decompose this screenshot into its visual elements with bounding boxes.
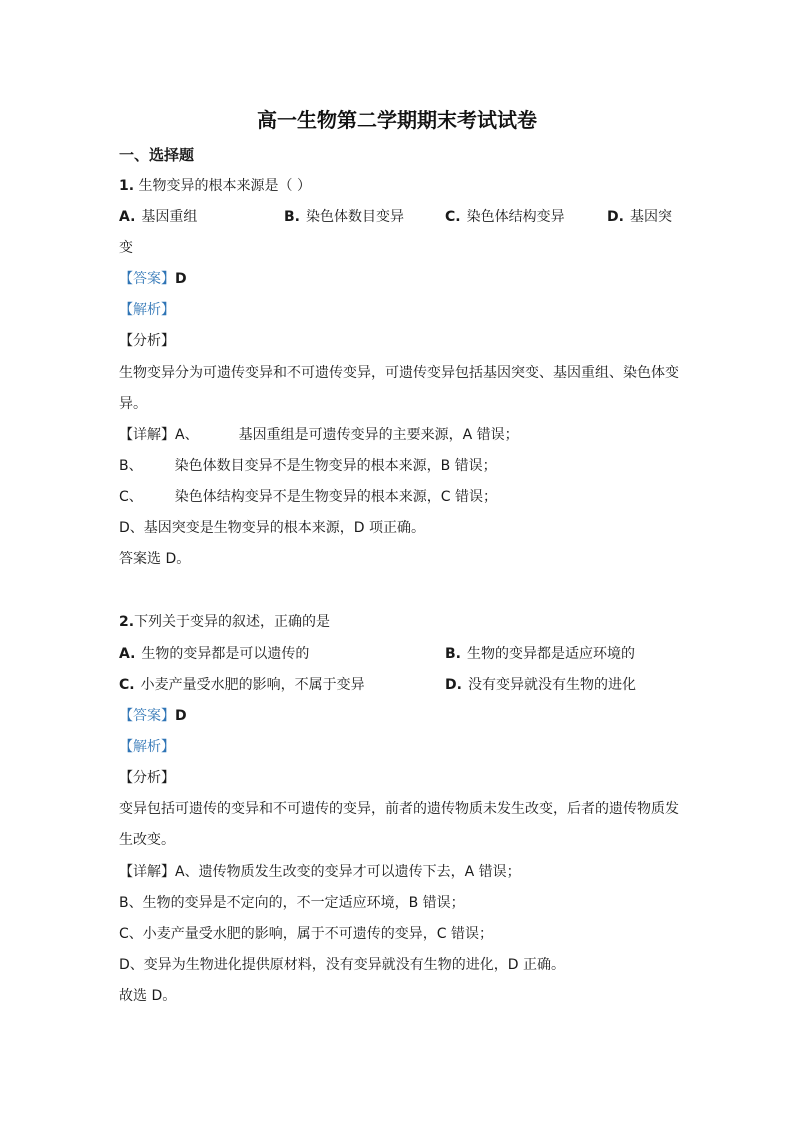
q1-detail-c xyxy=(119,487,497,507)
q2-option-c xyxy=(119,675,365,695)
q1-option-c xyxy=(445,207,565,227)
q1-answer-value: D xyxy=(175,271,187,287)
q2-conclusion: 故选 D。 xyxy=(119,988,177,1004)
q2-option-d-letter: D. xyxy=(445,677,462,693)
q1-conclusion: 答案选 D。 xyxy=(119,551,191,567)
q2-answer xyxy=(119,706,187,726)
q2-stem xyxy=(119,612,330,632)
q2-analysis-label: 【解析】 xyxy=(119,739,175,755)
q1-option-b-letter: B. xyxy=(284,209,300,225)
q1-analysis-label: 【解析】 xyxy=(119,302,175,318)
q2-option-c-text: 小麦产量受水肥的影响，不属于变异 xyxy=(140,677,365,693)
q1-detail-b xyxy=(119,456,497,476)
q1-stem-text: 生物变异的根本来源是（ ） xyxy=(138,178,311,194)
q1-detail-label: 【详解】 xyxy=(119,427,175,443)
q1-detail-d: D、基因突变是生物变异的根本来源，D 项正确。 xyxy=(119,520,426,536)
q1-detail-c-text: 染色体结构变异不是生物变异的根本来源，C 错误； xyxy=(174,489,498,505)
q1-number: 1. xyxy=(119,178,135,194)
q1-answer-label: 【答案】 xyxy=(119,271,175,287)
q2-option-a-text: 生物的变异都是可以遗传的 xyxy=(141,646,310,662)
q1-detail-c-prefix: C、 xyxy=(119,489,143,505)
page-title: 高一生物第二学期期末考试试卷 xyxy=(257,108,537,132)
q1-option-a-letter: A. xyxy=(119,209,136,225)
q1-stem xyxy=(119,176,311,196)
q2-option-b xyxy=(445,644,635,664)
q1-fenxi-line1: 生物变异分为可遗传变异和不可遗传变异，可遗传变异包括基因突变、基因重组、染色体变 xyxy=(119,365,679,381)
q2-option-b-text: 生物的变异都是适应环境的 xyxy=(467,646,635,662)
q2-detail-d: D、变异为生物进化提供原材料，没有变异就没有生物的进化，D 正确。 xyxy=(119,957,566,973)
q1-answer xyxy=(119,269,187,289)
q1-detail-a-text: 基因重组是可遗传变异的主要来源，A 错误； xyxy=(238,427,519,443)
section-heading: 一、选择题 xyxy=(119,146,195,164)
q1-detail-a-prefix: A、 xyxy=(175,427,199,443)
q2-detail-a-text: A、遗传物质发生改变的变异才可以遗传下去，A 错误； xyxy=(175,864,521,880)
q2-option-d xyxy=(445,675,636,695)
q2-fenxi-label: 【分析】 xyxy=(119,770,175,786)
q1-detail-a xyxy=(119,425,519,445)
q1-option-b xyxy=(284,207,404,227)
q1-option-d-letter: D. xyxy=(607,209,624,225)
q2-option-a xyxy=(119,644,309,664)
q1-option-a xyxy=(119,207,197,227)
q1-option-d xyxy=(607,207,672,227)
q2-option-d-text: 没有变异就没有生物的进化 xyxy=(467,677,636,693)
q1-fenxi-line2: 异。 xyxy=(119,396,147,412)
q1-fenxi-label: 【分析】 xyxy=(119,333,175,349)
q2-option-a-letter: A. xyxy=(119,646,136,662)
q1-option-d-text: 基因突 xyxy=(629,209,672,225)
q2-detail-b: B、生物的变异是不定向的，不一定适应环境，B 错误； xyxy=(119,895,465,911)
q1-option-b-text: 染色体数目变异 xyxy=(306,209,404,225)
q1-option-c-text: 染色体结构变异 xyxy=(466,209,565,225)
q2-detail-label: 【详解】 xyxy=(119,864,175,880)
q2-option-b-letter: B. xyxy=(445,646,461,662)
q1-option-a-text: 基因重组 xyxy=(141,209,198,225)
q2-stem-text: 下列关于变异的叙述，正确的是 xyxy=(134,614,331,630)
q2-number: 2. xyxy=(119,614,135,630)
q2-answer-label: 【答案】 xyxy=(119,708,175,724)
q2-detail-c: C、小麦产量受水肥的影响，属于不可遗传的变异，C 错误； xyxy=(119,926,493,942)
q2-detail-a xyxy=(119,862,521,882)
q1-detail-b-prefix: B、 xyxy=(119,458,143,474)
q1-option-c-letter: C. xyxy=(445,209,461,225)
q2-fenxi-line1: 变异包括可遗传的变异和不可遗传的变异，前者的遗传物质未发生改变，后者的遗传物质发 xyxy=(119,801,679,817)
q1-detail-b-text: 染色体数目变异不是生物变异的根本来源，B 错误； xyxy=(174,458,497,474)
q2-fenxi-line2: 生改变。 xyxy=(119,832,175,848)
q2-option-c-letter: C. xyxy=(119,677,135,693)
q1-option-d-wrap: 变 xyxy=(119,240,133,256)
q2-answer-value: D xyxy=(175,708,187,724)
